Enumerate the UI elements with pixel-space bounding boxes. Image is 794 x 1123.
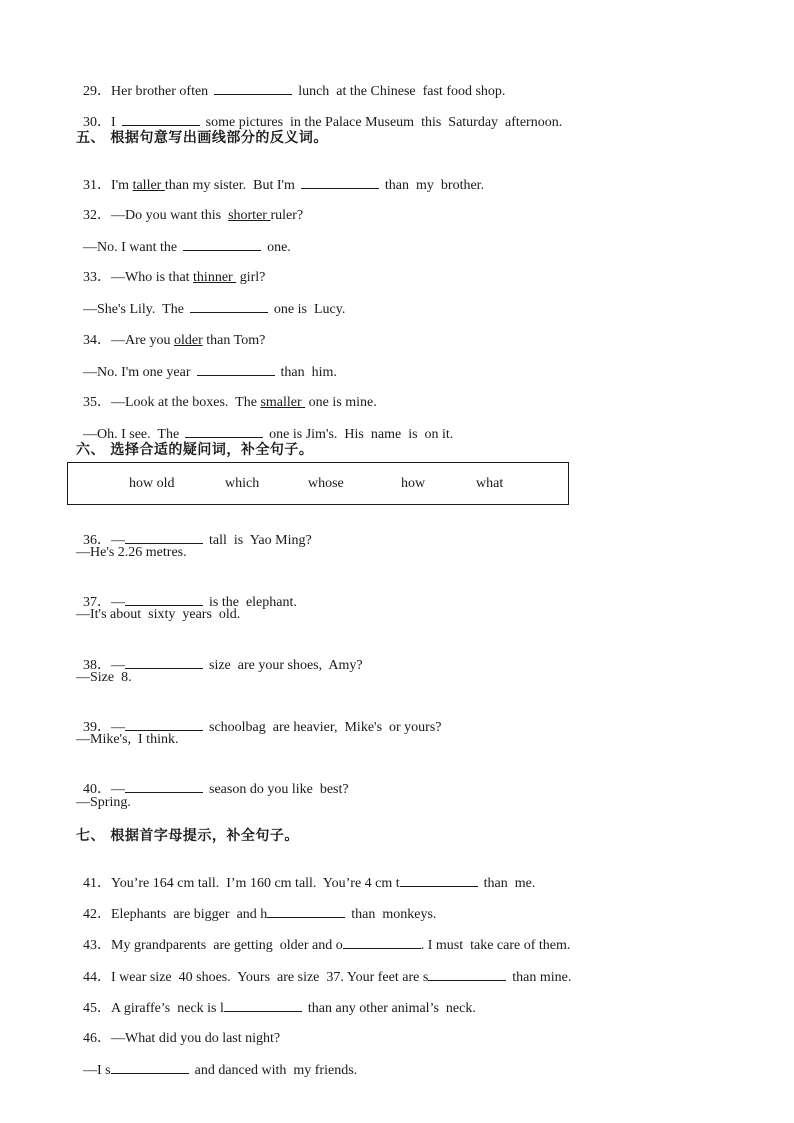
underlined-word: older	[174, 333, 203, 348]
question-number: 38．	[83, 658, 111, 673]
question-number: 45．	[83, 1001, 111, 1016]
question-number: 44．	[83, 970, 111, 985]
section-7-heading: 七、 根据首字母提示，补全句子。	[76, 828, 299, 844]
underlined-word: taller	[132, 178, 165, 193]
question-text: —Are you	[111, 333, 174, 348]
question-number: 37．	[83, 595, 111, 610]
question-text: —	[111, 782, 125, 797]
answer-blank[interactable]	[301, 176, 379, 189]
answer-39: —Mike's, I think.	[76, 732, 179, 747]
question-text: I	[111, 115, 116, 130]
answer-40: —Spring.	[76, 795, 131, 810]
answer-blank[interactable]	[125, 531, 203, 544]
answer-text: than him.	[280, 365, 337, 380]
answer-38: —Size 8.	[76, 670, 132, 685]
underlined-word: smaller	[260, 395, 306, 410]
word-option: which	[225, 476, 260, 491]
answer-text: one is Jim's. His name is on it.	[269, 427, 454, 442]
answer-blank[interactable]	[428, 968, 506, 981]
answer-text: —I s	[83, 1063, 111, 1078]
question-text: A giraffe’s neck is l	[111, 1001, 224, 1016]
question-text: lunch at the Chinese fast food shop.	[298, 84, 506, 99]
question-number: 41．	[83, 876, 111, 891]
question-text: than mine.	[512, 970, 572, 985]
question-text: —Who is that	[111, 270, 194, 285]
question-number: 35．	[83, 395, 111, 410]
question-text: tall is Yao Ming?	[209, 533, 312, 548]
question-text: than my brother.	[384, 178, 485, 193]
question-number: 30．	[83, 115, 111, 130]
answer-blank[interactable]	[214, 82, 292, 95]
answer-blank[interactable]	[224, 999, 302, 1012]
word-option: what	[476, 476, 504, 491]
question-number: 34．	[83, 333, 111, 348]
question-text: Her brother often	[111, 84, 209, 99]
question-text: girl?	[236, 270, 266, 285]
answer-blank[interactable]	[111, 1061, 189, 1074]
question-text: . I must take care of them.	[420, 938, 571, 953]
question-text: —Look at the boxes. The	[111, 395, 261, 410]
underlined-word: shorter	[228, 208, 271, 223]
answer-blank[interactable]	[400, 874, 478, 887]
question-number: 29．	[83, 84, 111, 99]
section-5-heading: 五、 根据句意写出画线部分的反义词。	[76, 130, 328, 146]
answer-blank[interactable]	[190, 300, 268, 313]
answer-blank[interactable]	[197, 363, 275, 376]
answer-blank[interactable]	[267, 905, 345, 918]
answer-text: one.	[267, 240, 291, 255]
answer-blank[interactable]	[185, 425, 263, 438]
question-number: 43．	[83, 938, 111, 953]
question-text: ruler?	[270, 208, 304, 223]
question-text: —	[111, 595, 125, 610]
question-number: 32．	[83, 208, 111, 223]
answer-text: —No. I want the	[83, 240, 178, 255]
answer-blank[interactable]	[125, 656, 203, 669]
question-number: 36．	[83, 533, 111, 548]
question-text: than monkeys.	[351, 907, 437, 922]
question-text: —	[111, 658, 125, 673]
question-number: 46．	[83, 1031, 111, 1046]
question-text: Elephants are bigger and h	[111, 907, 268, 922]
question-text: than me.	[483, 876, 536, 891]
answer-text: one is Lucy.	[273, 302, 346, 317]
question-text: one is mine.	[305, 395, 377, 410]
answer-blank[interactable]	[183, 238, 261, 251]
question-number: 42．	[83, 907, 111, 922]
question-text: —	[111, 533, 125, 548]
question-number: 39．	[83, 720, 111, 735]
answer-blank[interactable]	[122, 113, 200, 126]
answer-blank[interactable]	[343, 936, 421, 949]
question-text: schoolbag are heavier, Mike's or yours?	[209, 720, 442, 735]
question-text: than my sister. But I'm	[164, 178, 295, 193]
question-text: You’re 164 cm tall. I’m 160 cm tall. You’re 4 cm t	[111, 876, 400, 891]
question-text: than Tom?	[202, 333, 266, 348]
question-text: —What did you do last night?	[111, 1031, 281, 1046]
word-bank-box	[67, 462, 569, 505]
word-option: whose	[308, 476, 344, 491]
answer-blank[interactable]	[125, 780, 203, 793]
answer-text: —She's Lily. The	[83, 302, 184, 317]
question-text: season do you like best?	[209, 782, 349, 797]
question-number: 33．	[83, 270, 111, 285]
question-text: —Do you want this	[111, 208, 229, 223]
answer-46	[76, 1043, 357, 1080]
section-6-heading: 六、 选择合适的疑问词，补全句子。	[76, 442, 314, 458]
question-text: My grandparents are getting older and o	[111, 938, 343, 953]
answer-text: —Oh. I see. The	[83, 427, 180, 442]
question-text: —	[111, 720, 125, 735]
word-option: how old	[129, 476, 175, 491]
question-text: I wear size 40 shoes. Yours are size 37. Your feet are s	[111, 970, 429, 985]
word-option: how	[401, 476, 426, 491]
answer-blank[interactable]	[125, 593, 203, 606]
question-text: size are your shoes, Amy?	[209, 658, 363, 673]
answer-blank[interactable]	[125, 718, 203, 731]
underlined-word: thinner	[193, 270, 237, 285]
answer-text: and danced with my friends.	[194, 1063, 358, 1078]
answer-37: —It's about sixty years old.	[76, 607, 241, 622]
question-text: is the elephant.	[209, 595, 297, 610]
question-text: some pictures in the Palace Museum this Saturday afternoon.	[205, 115, 563, 130]
question-text: than any other animal’s neck.	[307, 1001, 476, 1016]
answer-36: —He's 2.26 metres.	[76, 545, 187, 560]
question-number: 31．	[83, 178, 111, 193]
question-text: I'm	[111, 178, 133, 193]
answer-text: —No. I'm one year	[83, 365, 191, 380]
question-number: 40．	[83, 782, 111, 797]
